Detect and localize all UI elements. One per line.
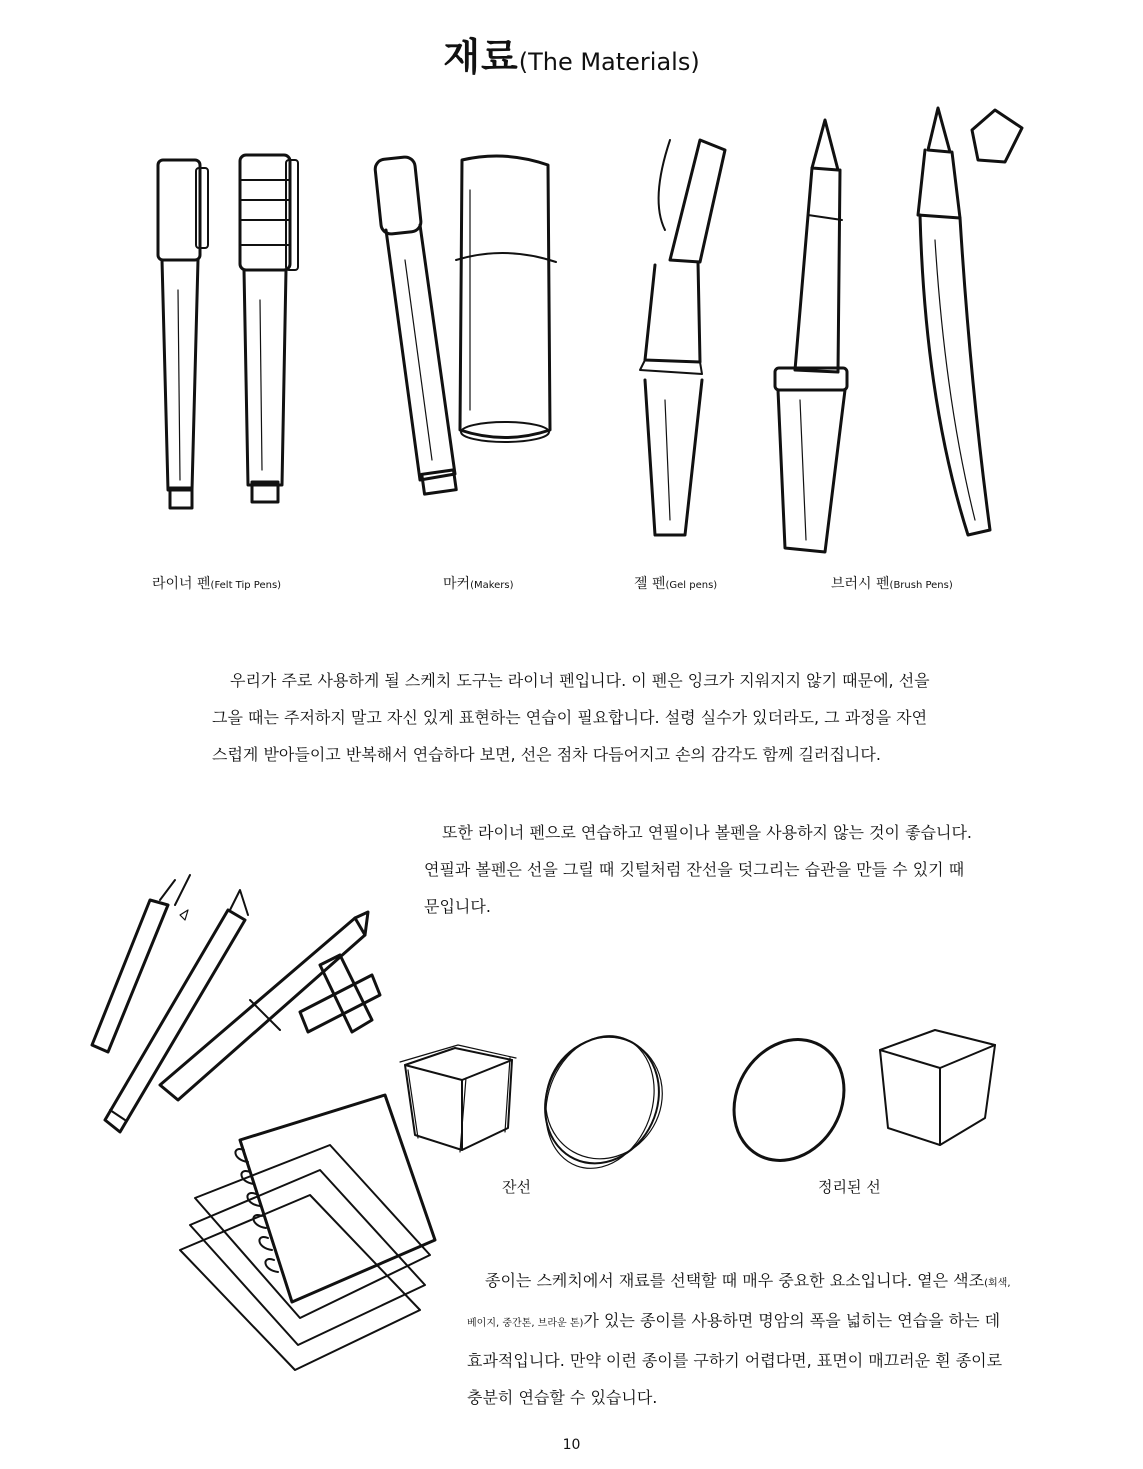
caption-brush-pen-en: (Brush Pens) [889, 580, 953, 591]
caption-gel-pen-ko: 젤 펜 [634, 576, 666, 592]
caption-gel-pen-en: (Gel pens) [665, 580, 718, 591]
cross-mark-icon [300, 955, 380, 1032]
page-title-korean: 재료 [443, 35, 519, 79]
paragraph-line: 문입니다. [424, 897, 491, 916]
caption-marker [443, 573, 514, 593]
paragraph-note: (회색, [984, 1278, 1011, 1289]
brush-pen-icon [918, 108, 1022, 535]
paragraph-note: 베이지, 중간톤, 브라운 톤) [467, 1318, 584, 1329]
felt-tip-pen-icon [158, 160, 208, 508]
paragraph-avoid-pencil [424, 814, 1064, 925]
caption-brush-pen [831, 573, 953, 593]
marker-icon [374, 156, 456, 494]
pencil-icon [92, 875, 190, 1052]
caption-brush-pen-ko: 브러시 펜 [831, 576, 890, 592]
paragraph-line: 종이는 스케치에서 재료를 선택할 때 매우 중요한 요소입니다. 옅은 색조 [485, 1271, 985, 1290]
paragraph-line: 충분히 연습할 수 있습니다. [467, 1388, 658, 1407]
paragraph-liner-pen-intro [212, 662, 1012, 773]
ellipse-icon [524, 1016, 685, 1184]
page-title-english: (The Materials) [518, 48, 700, 76]
paragraph-line: 가 있는 종이를 사용하면 명암의 폭을 넓히는 연습을 하는 데 [583, 1311, 1001, 1330]
caption-marker-ko: 마커 [443, 576, 471, 592]
label-rough-lines: 잔선 [502, 1178, 531, 1196]
caption-marker-en: (Makers) [470, 580, 514, 591]
page-number: 10 [562, 1437, 581, 1453]
paragraph-line: 스럽게 받아들이고 반복해서 연습하다 보면, 선은 점차 다듬어지고 손의 감각도 함께 길러집니다. [212, 745, 881, 764]
paragraph-line: 그을 때는 주저하지 말고 자신 있게 표현하는 연습이 필요합니다. 설령 실수가 있더라도, 그 과정을 자연 [212, 708, 928, 727]
paragraph-line: 연필과 볼펜은 선을 그릴 때 깃털처럼 잔선을 덧그리는 습관을 만들 수 있기 때 [424, 860, 965, 879]
caption-liner-pen-en: (Felt Tip Pens) [210, 580, 282, 591]
paragraph-paper [467, 1262, 1107, 1416]
paragraph-line: 또한 라이너 펜으로 연습하고 연필이나 볼펜을 사용하지 않는 것이 좋습니다. [442, 823, 972, 842]
caption-gel-pen [634, 573, 717, 593]
gel-pen-icon [640, 140, 725, 535]
ellipse-icon [712, 1019, 865, 1180]
caption-liner-pen [152, 573, 281, 593]
fountain-pen-icon [775, 120, 847, 552]
notebook-icon [180, 1095, 435, 1370]
caption-liner-pen-ko: 라이너 펜 [152, 576, 211, 592]
marker-icon [456, 156, 556, 442]
ballpoint-pen-icon [160, 912, 368, 1100]
pencil-icon [105, 890, 248, 1132]
paragraph-line: 우리가 주로 사용하게 될 스케치 도구는 라이너 펜입니다. 이 펜은 잉크가 지워지지 않기 때문에, 선을 [230, 671, 930, 690]
felt-tip-pen-icon [240, 155, 298, 502]
label-clean-lines: 정리된 선 [818, 1178, 881, 1196]
cube-icon [880, 1030, 995, 1145]
cube-icon [400, 1045, 516, 1152]
paragraph-line: 효과적입니다. 만약 이런 종이를 구하기 어렵다면, 표면이 매끄러운 흰 종이로 [467, 1351, 1003, 1370]
